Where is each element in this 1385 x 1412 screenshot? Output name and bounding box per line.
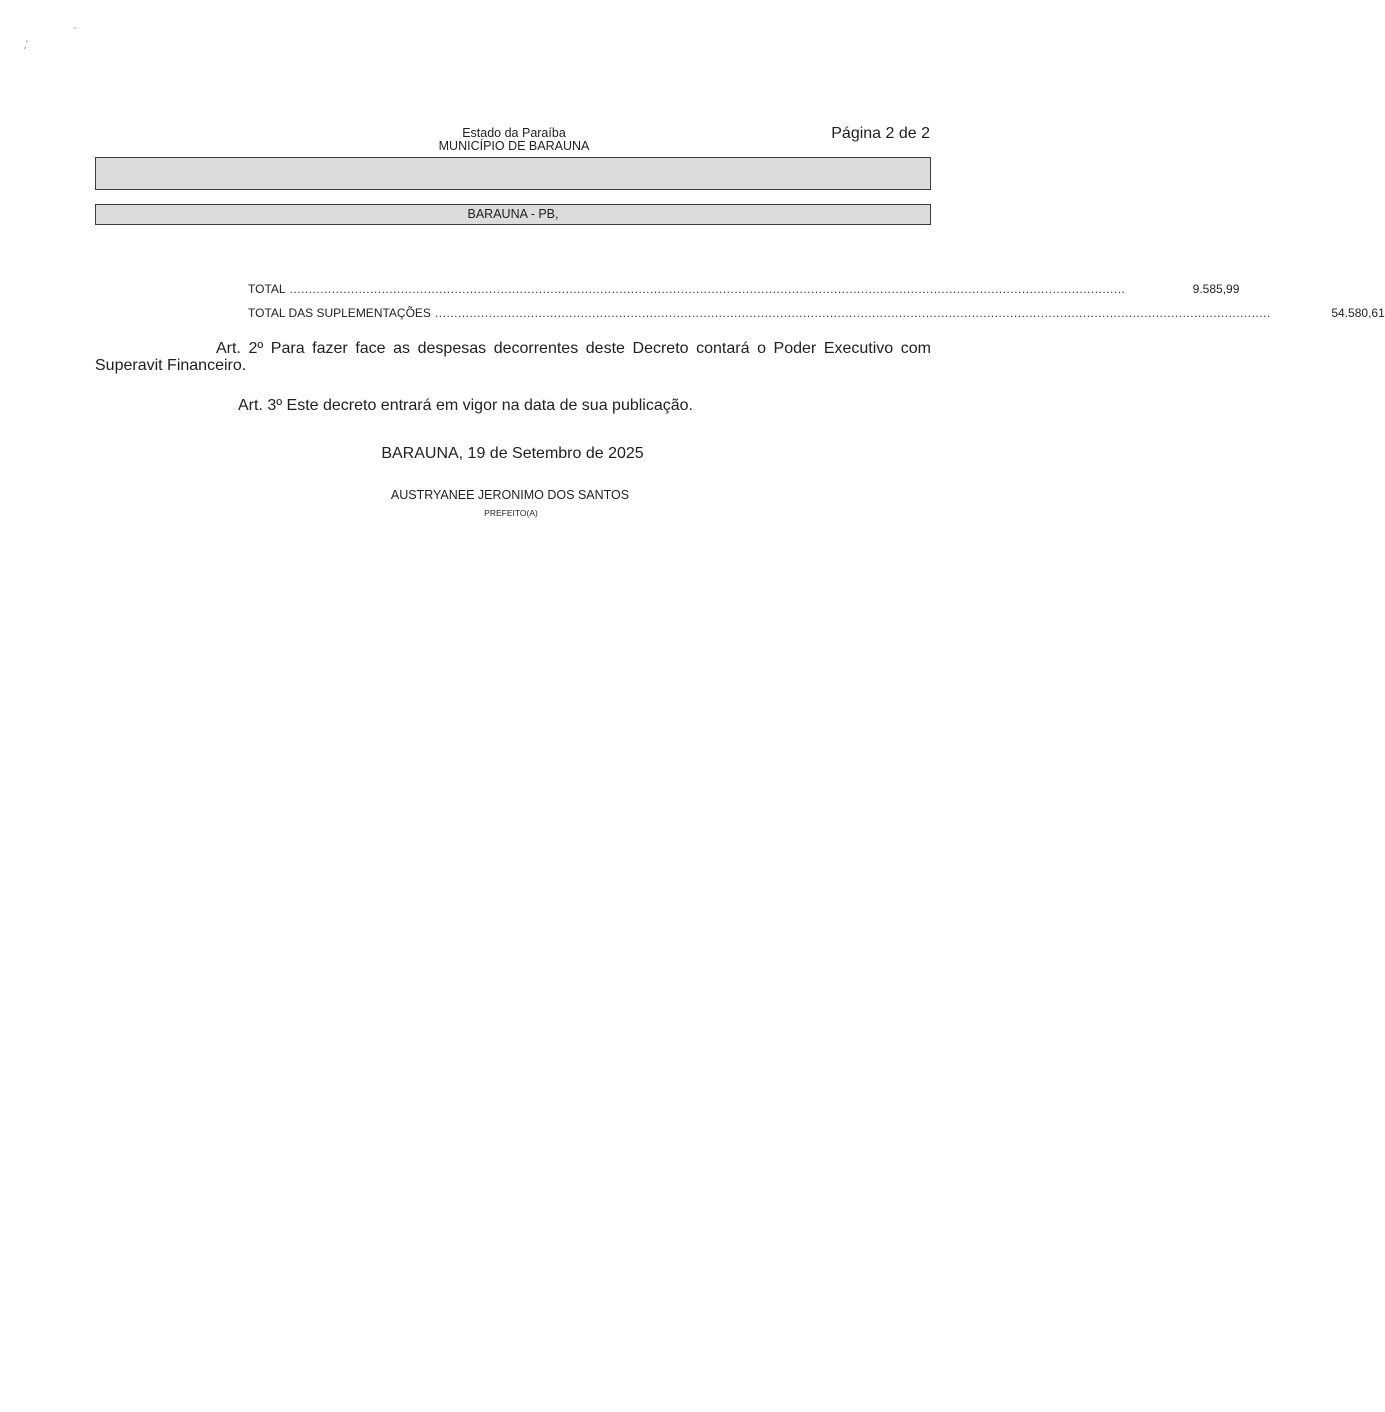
header-gray-box <box>95 157 931 190</box>
dot-leader: .......................................................................................................................................................................................................................... <box>434 306 1271 320</box>
total-supplements-label: TOTAL DAS SUPLEMENTAÇÕES <box>248 306 431 320</box>
scan-speck-mark: ˏ· <box>18 34 31 51</box>
date-line: BARAUNA, 19 de Setembro de 2025 <box>381 445 644 462</box>
dot-leader: .......................................................................................................................................................................................................................... <box>289 282 1126 296</box>
article-3: Art. 3º Este decreto entrará em vigor na data de sua publicação. <box>238 397 693 414</box>
total-supplements-row <box>248 306 1385 320</box>
total-label: TOTAL <box>248 282 286 296</box>
state-name: Estado da Paraíba <box>462 126 566 140</box>
municipality-name: MUNICÍPIO DE BARAUNA <box>438 139 590 153</box>
total-value: 9.585,99 <box>1192 282 1240 296</box>
article-2: Art. 2º Para fazer face as despesas decorrentes deste Decreto contará o Poder Executivo com Superavit Financeiro. <box>95 340 931 374</box>
signer-role: PREFEITO(A) <box>484 508 538 518</box>
city-box: BARAUNA - PB, <box>95 204 931 225</box>
total-supplements-value: 54.580,61 <box>1331 306 1385 320</box>
total-row <box>248 282 1240 296</box>
page-number: Página 2 de 2 <box>831 125 930 142</box>
scan-speck-mark: ˎ <box>73 20 78 30</box>
signer-name: AUSTRYANEE JERONIMO DOS SANTOS <box>390 488 630 502</box>
